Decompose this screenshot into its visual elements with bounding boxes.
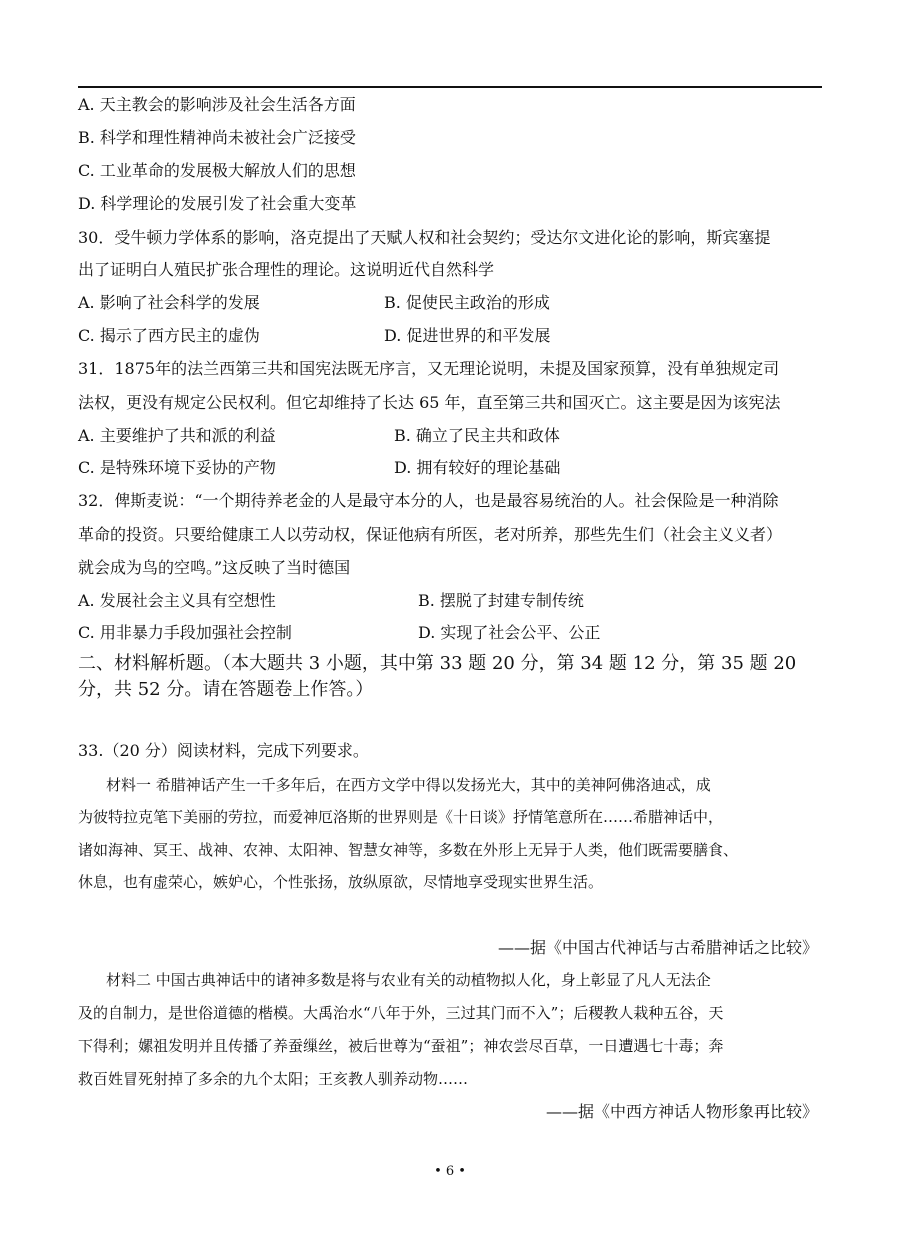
material-2-line-1: 材料二 中国古典神话中的诸神多数是将与农业有关的动植物拟人化，身上彰显了凡人无法企 (106, 971, 711, 989)
page-number: • 6 • (434, 1164, 466, 1179)
q31-stem-line-1: 31．1875年的法兰西第三共和国宪法既无序言，又无理论说明，未提及国家预算，没有单独规定司 (78, 359, 780, 378)
q30-stem-line-1: 30．受牛顿力学体系的影响，洛克提出了天赋人权和社会契约；受达尔文进化论的影响，斯宾塞提 (78, 228, 771, 247)
q33-title: 33.（20 分）阅读材料，完成下列要求。 (78, 741, 369, 760)
material-1-line-1: 材料一 希腊神话产生一千多年后，在西方文学中得以发扬光大，其中的美神阿佛洛迪忒，成 (106, 776, 711, 794)
section-2-heading-line-1: 二、材料解析题。（本大题共 3 小题，其中第 33 题 20 分，第 34 题 12 分，第 35 题 20 (78, 653, 797, 674)
material-2-line-2: 及的自制力，是世俗道德的楷模。大禹治水“八年于外，三过其门而不入”；后稷教人栽种五谷，天 (78, 1004, 724, 1022)
q31-stem-line-2: 法权，更没有规定公民权利。但它却维持了长达 65 年，直至第三共和国灭亡。这主要是因为该宪法 (78, 393, 781, 412)
q29-option-c: C. 工业革命的发展极大解放人们的思想 (78, 161, 356, 180)
q31-option-b: B. 确立了民主共和政体 (394, 426, 560, 445)
q32-stem-line-3: 就会成为鸟的空鸣。”这反映了当时德国 (78, 558, 351, 577)
material-2-line-3: 下得利；嫘祖发明并且传播了养蚕缫丝，被后世尊为“蚕祖”；神农尝尽百草，一日遭遇七十毒；奔 (78, 1037, 724, 1055)
q29-option-b: B. 科学和理性精神尚未被社会广泛接受 (78, 128, 356, 147)
material-2-source: ——据《中西方神话人物形象再比较》 (545, 1102, 818, 1121)
q31-option-a: A. 主要维护了共和派的利益 (78, 426, 276, 445)
material-1-line-4: 休息，也有虚荣心，嫉妒心，个性张扬，放纵原欲，尽情地享受现实世界生活。 (78, 873, 604, 891)
q32-option-d: D. 实现了社会公平、公正 (418, 623, 601, 642)
q31-option-d: D. 拥有较好的理论基础 (394, 458, 561, 477)
q32-option-a: A. 发展社会主义具有空想性 (78, 591, 276, 610)
material-1-source: ——据《中国古代神话与古希腊神话之比较》 (497, 938, 818, 957)
material-1-line-2: 为彼特拉克笔下美丽的劳拉，而爱神厄洛斯的世界则是《十日谈》抒情笔意所在……希腊神话中， (78, 808, 724, 826)
q30-option-a: A. 影响了社会科学的发展 (78, 293, 260, 312)
q29-option-a: A. 天主教会的影响涉及社会生活各方面 (78, 95, 356, 114)
q32-stem-line-1: 32．俾斯麦说：“一个期待养老金的人是最守本分的人，也是最容易统治的人。社会保险是一种消除 (78, 491, 779, 510)
q32-option-b: B. 摆脱了封建专制传统 (418, 591, 584, 610)
q30-option-b: B. 促使民主政治的形成 (384, 293, 550, 312)
q32-stem-line-2: 革命的投资。只要给健康工人以劳动权，保证他病有所医，老对所养，那些先生们（社会主义义者） (78, 525, 783, 544)
section-2-heading-line-2: 分，共 52 分。请在答题卷上作答。） (78, 679, 374, 700)
q30-option-d: D. 促进世界的和平发展 (384, 326, 551, 345)
q30-stem-line-2: 出了证明白人殖民扩张合理性的理论。这说明近代自然科学 (78, 260, 495, 279)
q29-option-d: D. 科学理论的发展引发了社会重大变革 (78, 194, 357, 213)
q31-option-c: C. 是特殊环境下妥协的产物 (78, 458, 276, 477)
material-2-line-4: 救百姓冒死射掉了多余的九个太阳；王亥教人驯养动物…… (78, 1070, 469, 1088)
material-1-line-3: 诸如海神、冥王、战神、农神、太阳神、智慧女神等，多数在外形上无异于人类，他们既需要膳食、 (78, 841, 739, 859)
q30-option-c: C. 揭示了西方民主的虚伪 (78, 326, 260, 345)
q32-option-c: C. 用非暴力手段加强社会控制 (78, 623, 292, 642)
header-rule (78, 86, 822, 88)
